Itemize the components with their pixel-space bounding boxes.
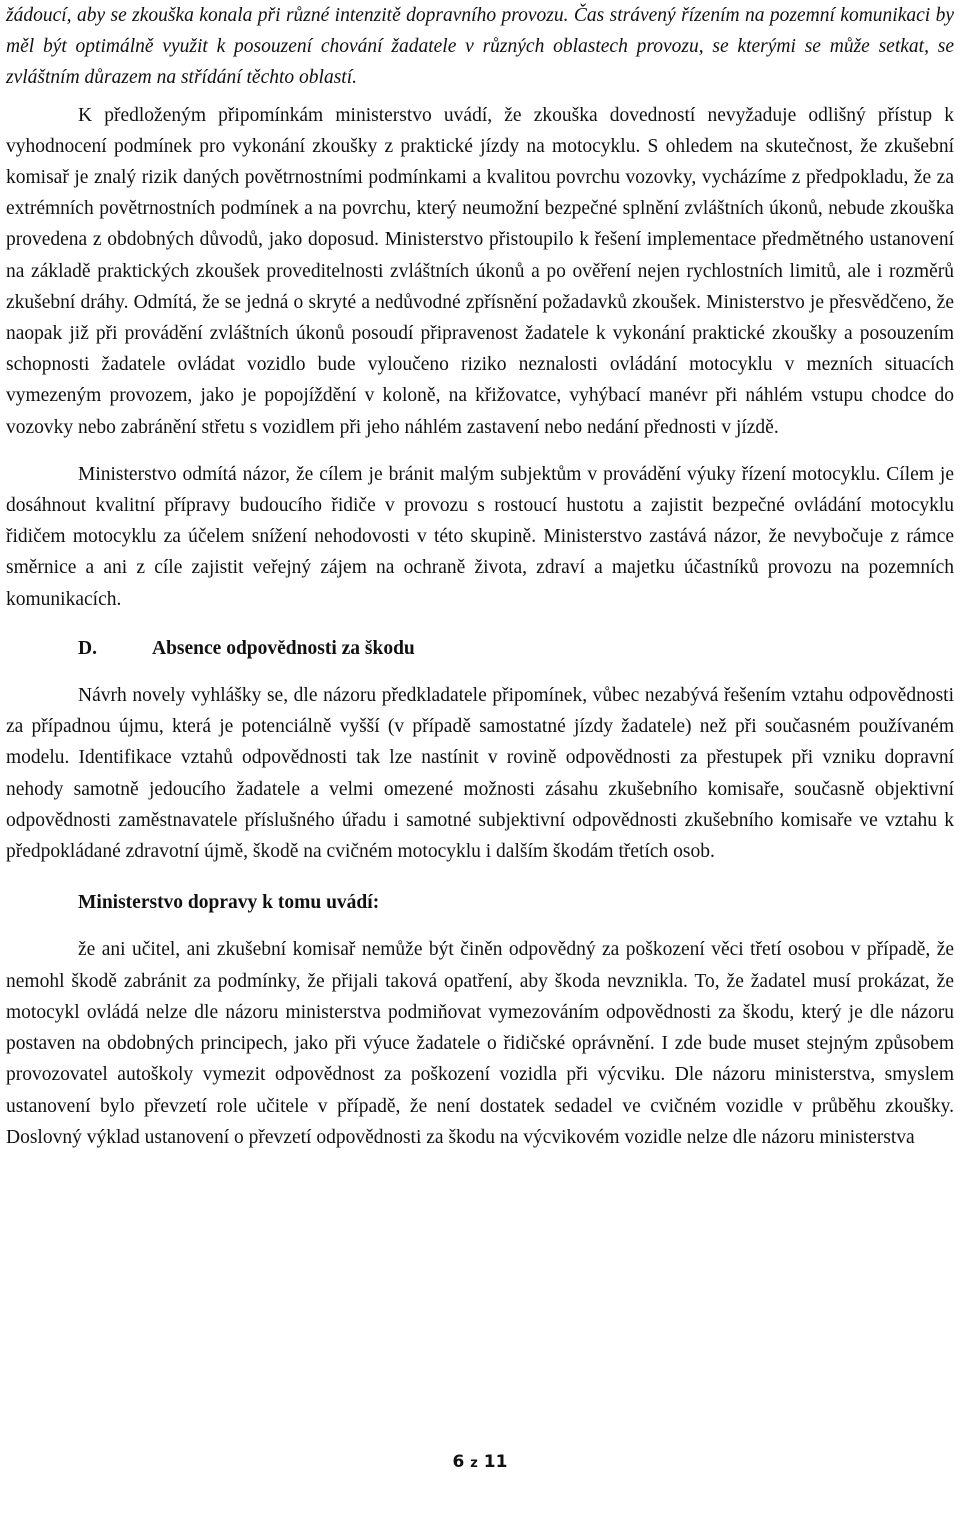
page-separator: z — [470, 1456, 478, 1471]
document-page — [6, 0, 954, 1153]
page-current: 6 — [452, 1452, 465, 1472]
intro-paragraph: žádoucí, aby se zkouška konala při různé intenzitě dopravního provozu. Čas strávený řízením na pozemní komunikaci by měl být optimálně využit k posouzení chování žadatele v různých oblastech provozu, se kterými se může setkat, se zvláštním důrazem na střídání těchto oblastí. — [6, 5, 954, 89]
subheading — [6, 887, 954, 918]
paragraph-ministry-response-1: K předloženým připomínkám ministerstvo uvádí, že zkouška dovedností nevyžaduje odlišný přístup k vyhodnocení podmínek pro vykonání zkoušky z praktické jízdy na motocyklu. S ohledem na skutečnost, že zkušební komisař je znalý rizik daných povětrnostními podmínkami a kvalitou povrchu vozovky, vycházíme z předpokladu, že za extrémních povětrnostních podmínek a na povrchu, který neumožní bezpečné splnění zvláštních úkonů, nebude zkouška provedena z obdobných důvodů, jako doposud. Ministerstvo přistoupilo k řešení implementace předmětného ustanovení na základě praktických zkoušek proveditelnosti zvláštních úkonů a po ověření nejen rychlostních limitů, ale i rozměrů zkušební dráhy. Odmítá, že se jedná o skryté a nedůvodné zpřísnění požadavků zkoušek. Ministerstvo je přesvědčeno, že naopak již při provádění zvláštních úkonů posoudí připravenost žadatele k vykonání praktické zkoušky a posouzením schopnosti žadatele ovládat vozidlo bude vyloučeno riziko neznalosti ovládání motocyklu v mezních situacích vymezeným provozem, jako je popojíždění v koloně, na křižovatce, vyhýbací manévr při náhlém vstupu chodce do vozovky nebo zabránění střetu s vozidlem při jeho náhlém zastavení nebo nedání přednosti v jízdě. — [6, 104, 954, 438]
page-number — [0, 1452, 960, 1472]
paragraph-ministry-statement: že ani učitel, ani zkušební komisař nemůže být činěn odpovědný za poškození věci třetí osobou v případě, že nemohl škodě zabránit za podmínky, že přijali taková opatření, aby škoda nevznikla. To, že žadatel musí prokázat, že motocykl ovládá nelze dle názoru ministerstva podmiňovat vymezováním odpovědnosti za škodu, který je dle názoru postaven na obdobných principech, jako při výuce žadatele o řidičské oprávnění. I zde bude muset stejným způsobem provozovatel autoškoly vymezit odpovědnost za poškození vozidla při výcviku. Dle názoru ministerstva, smyslem ustanovení bylo převzetí role učitele v případě, že není dostatek sedadel ve cvičném vozidle v průběhu zkoušky. Doslovný výklad ustanovení o převzetí odpovědnosti za škodu na výcvikovém vozidle nelze dle názoru ministerstva — [6, 939, 954, 1148]
section-letter: D. — [78, 637, 97, 659]
subheading-text: Ministerstvo dopravy k tomu uvádí: — [78, 892, 380, 914]
paragraph-ministry-response-2: Ministerstvo odmítá názor, že cílem je bránit malým subjektům v provádění výuky řízení motocyklu. Cílem je dosáhnout kvalitní přípravy budoucího řidiče v provozu s rostoucí hustotu a zajistit bezpečné ovládání motocyklu řidičem motocyklu za účelem snížení nehodovosti v této skupině. Ministerstvo zastává názor, že nevybočuje z rámce směrnice a ani z cíle zajistit veřejný zájem na ochraně života, zdraví a majetku účastníků provozu na pozemních komunikacích. — [6, 463, 954, 610]
section-heading — [6, 633, 954, 664]
section-title: Absence odpovědnosti za škodu — [152, 637, 415, 659]
paragraph-liability: Návrh novely vyhlášky se, dle názoru předkladatele připomínek, vůbec nezabývá řešením vztahu odpovědnosti za případnou újmu, která je potenciálně vyšší (v případě samostatné jízdy žadatele) než při současném používaném modelu. Identifikace vztahů odpovědnosti tak lze nastínit v rovině odpovědnosti za přestupek při vzniku dopravní nehody samotně jedoucího žadatele a velmi omezené možnosti zásahu zkušebního komisaře, současně objektivní odpovědnosti zaměstnavatele příslušného úřadu i samotné subjektivní odpovědnosti zkušebního komisaře ve vztahu k předpokládané zdravotní újmě, škodě na cvičném motocyklu i dalším škodám třetích osob. — [6, 685, 954, 863]
page-total: 11 — [483, 1452, 508, 1472]
